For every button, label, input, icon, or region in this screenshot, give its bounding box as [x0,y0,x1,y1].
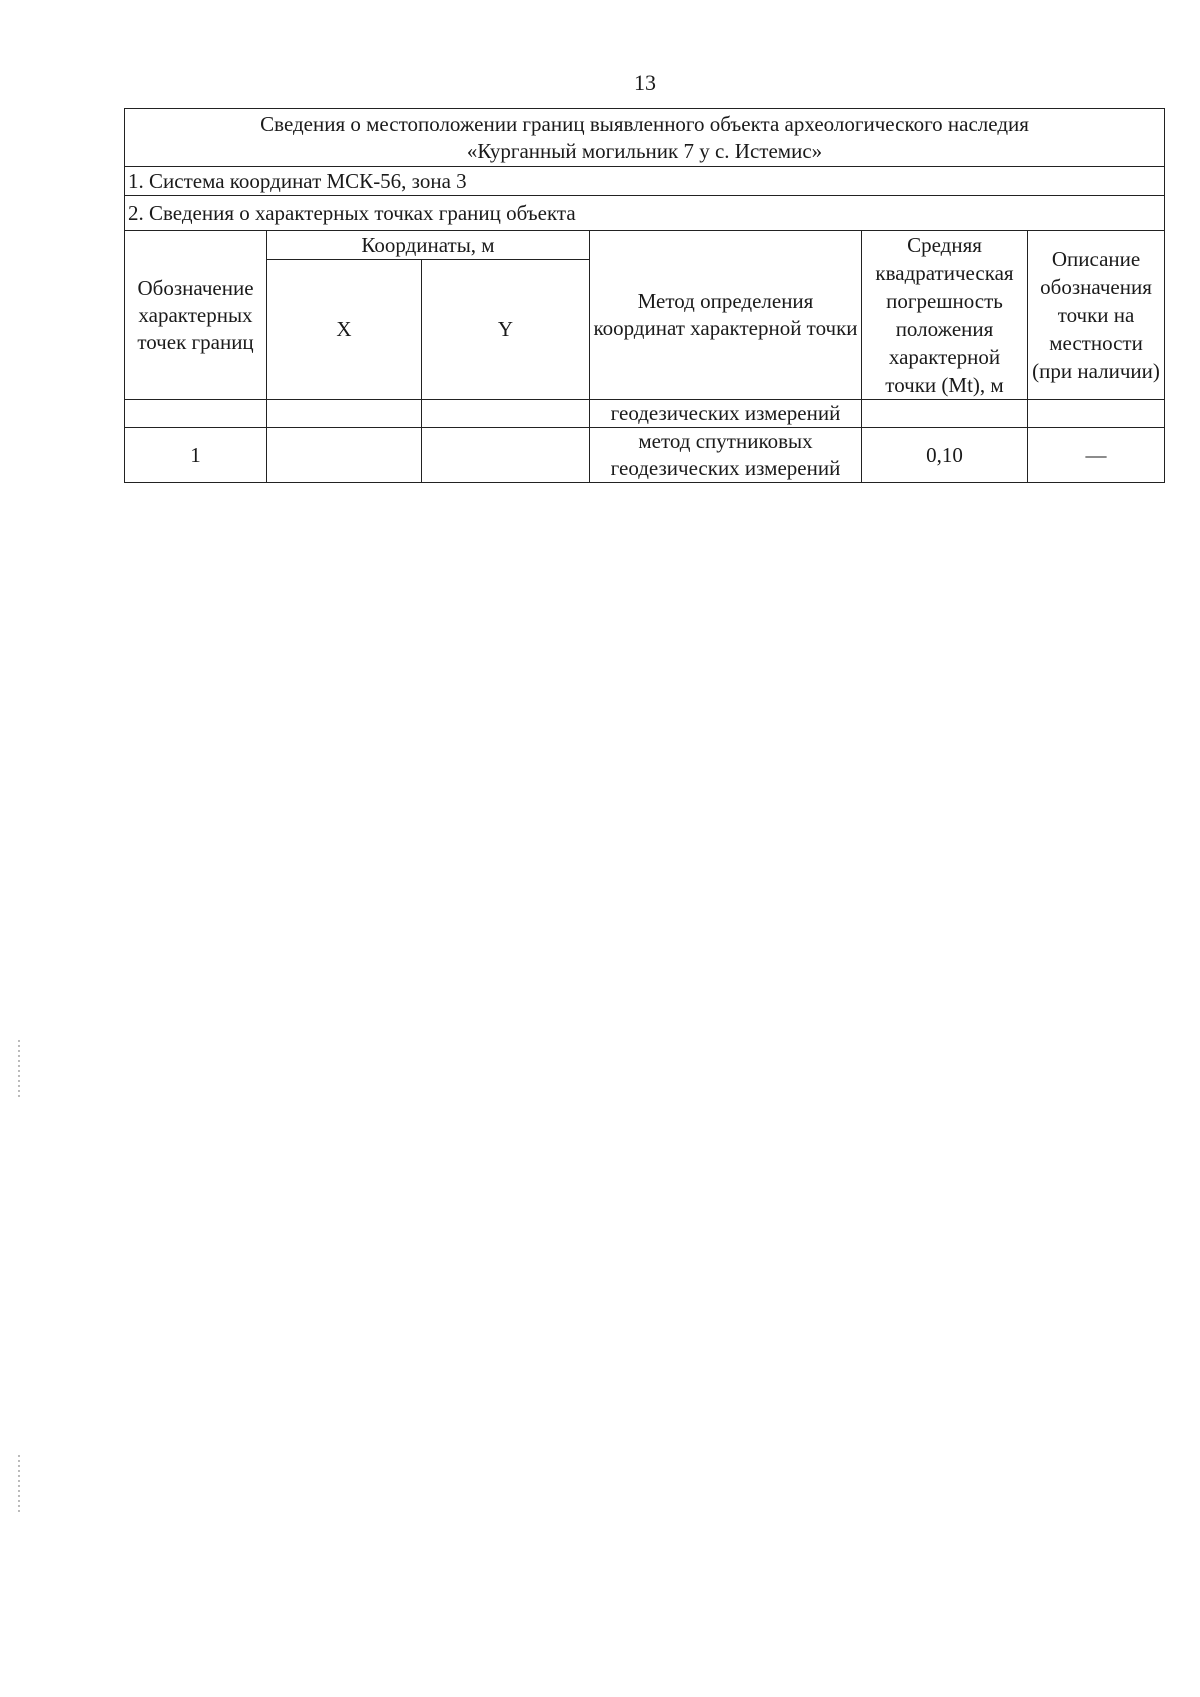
cell-y [422,428,590,483]
scan-margin-mark [18,1040,20,1100]
header-designation: Обозначение характерных точек границ [125,231,267,400]
table-row-continuation [125,400,1165,428]
coordinate-system: 1. Система координат МСК-56, зона 3 [125,167,1165,196]
page-number: 13 [634,70,656,95]
cell-empty [422,400,590,428]
header-y: Y [422,260,590,400]
cell-method: метод спутниковых геодезических измерений [590,428,862,483]
cell-description: — [1028,428,1165,483]
table-row [125,428,1165,483]
table-title-line-1: Сведения о местоположении границ выявленного объекта археологического наследия [260,111,1029,136]
cell-empty [125,400,267,428]
cell-empty [267,400,422,428]
scan-margin-mark [18,1455,20,1515]
cell-empty [1028,400,1165,428]
header-accuracy: Средняя квадратическая погрешность положения характерной точки (Mt), м [862,231,1028,400]
header-x: X [267,260,422,400]
table-title [125,109,1165,167]
cell-empty [862,400,1028,428]
points-info-heading: 2. Сведения о характерных точках границ объекта [125,196,1165,231]
cell-accuracy: 0,10 [862,428,1028,483]
boundary-points-table [124,108,1165,483]
header-coordinates: Координаты, м [267,231,590,260]
header-description: Описание обозначения точки на местности (при наличии) [1028,231,1165,400]
cell-point: 1 [125,428,267,483]
cell-method-continuation: геодезических измерений [590,400,862,428]
cell-x [267,428,422,483]
table-title-line-2: «Курганный могильник 7 у с. Истемис» [466,138,823,163]
header-method: Метод определения координат характерной точки [590,231,862,400]
